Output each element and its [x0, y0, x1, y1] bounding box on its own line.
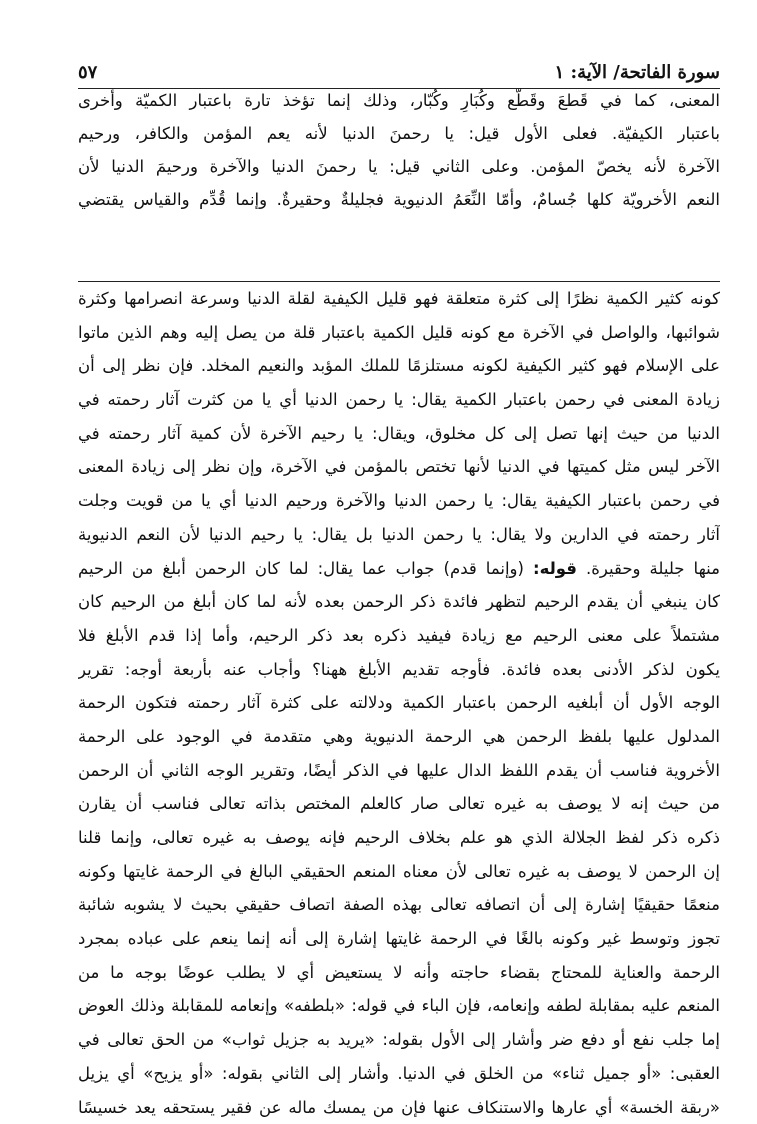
commentary-line: العقبى: «أو جميل ثناء» من الخلق في الدنيا. وأشار إلى الثاني بقوله: «أو يزيح» أي يزيل — [78, 1057, 720, 1091]
running-title: سورة الفاتحة/ الآية: ١ — [555, 62, 720, 83]
commentary-line: إن الرحمن لا يوصف به غيره تعالى لأن معناه المنعم الحقيقي البالغ في الرحمة غايتها وكونه — [78, 855, 720, 889]
commentary-line: ذكره ذكر لفظ الجلالة الذي هو علم بخلاف الرحيم فإنه يوصف به غيره تعالى، وإنما قلنا — [78, 821, 720, 855]
commentary-line: المدلول عليها بلفظ الرحمن هي الرحمة الدنيوية وهي متقدمة في الوجود على الرحمة — [78, 720, 720, 754]
commentary-line: على الإسلام فهو كثير الكيفية لكونه مستلزمًا للملك المؤبد والنعيم المخلد. فإن نظر إلى أن — [78, 349, 720, 383]
commentary-line: الآخر ليس مثل كميتها في الدنيا لأنها تختص بالمؤمن في الآخرة، وإن نظر إلى زيادة المعنى — [78, 450, 720, 484]
main-text-line: الآخرة لأنه يخصّ المؤمن. وعلى الثاني قيل: يا رحمنَ الدنيا والآخرة ورحيمَ الدنيا لأن — [78, 150, 720, 183]
main-text-line: باعتبار الكيفيّة. فعلى الأول قيل: يا رحمنَ الدنيا لأنه يعم المؤمن والكافر، ورحيم — [78, 117, 720, 150]
commentary-text — [78, 282, 720, 1124]
commentary-line: منعمًا حقيقيًا إشارة إلى أن اتصافه تعالى بهذه الصفة اتصاف حقيقي بحيث لا يشوبه شائبة — [78, 888, 720, 922]
commentary-line: مشتملاً على معنى الرحيم مع زيادة فيفيد ذكره بعد ذكر الرحيم، وأما إذا قدم الأبلغ فلا — [78, 619, 720, 653]
commentary-line: إما جلب نفع أو دفع ضر وأشار إلى الأول بقوله: «يريد به جزيل ثواب» من الحق تعالى في — [78, 1023, 720, 1057]
main-text-line: المعنى، كما في قَطعَ وقَطّع وكُبَارِ وكُبّار، وذلك إنما تؤخذ تارة باعتبار الكميّة وأخرى — [78, 84, 720, 117]
page-header — [78, 58, 720, 86]
commentary-line: زيادة المعنى في رحمن باعتبار الكمية يقال: يا رحمن الدنيا أي يا من كثرت آثار رحمته في — [78, 383, 720, 417]
commentary-line: الرحمة والعناية للمحتاج بقضاء حاجته وأنه لا يستعيض أي لا يطلب عوضًا بوجه ما من — [78, 956, 720, 990]
commentary-line: المنعم عليه بمقابلة لطفه وإنعامه، فإن الباء في قوله: «بلطفه» وإنعامه للمقابلة وذلك العوض — [78, 989, 720, 1023]
page-number: ٥٧ — [78, 62, 97, 83]
commentary-line: يكون لذكر الأدنى بعده فائدة. فأوجه تقديم الأبلغ ههنا؟ وأجاب عنه بأربعة أوجه: تقرير — [78, 653, 720, 687]
main-text — [78, 84, 720, 216]
commentary-line: الأخروية فناسب أن يقدم اللفظ الدال عليها في الذكر أيضًا، وتقرير الوجه الثاني أن الرحمن — [78, 754, 720, 788]
commentary-line: الدنيا من حيث إنها تصل إلى كل مخلوق، ويقال: يا رحيم الآخرة لأن كمية آثار رحمته في — [78, 417, 720, 451]
commentary-line: «ربقة الخسة» أي عارها والاستنكاف عنها فإن من يمسك ماله عن فقير يستحقه يعد خسيسًا — [78, 1091, 720, 1124]
main-text-line: النعم الأخرويّة كلها جُسامٌ، وأمّا النِّعَمُ الدنيوية فجليلةٌ وحقيرةٌ. وإنما قُدِّم والقياس يقتضي — [78, 183, 720, 216]
commentary-line: تجوز وتوسط غير وكونه بالغًا في الرحمة غايتها إشارة إلى أنه إنما ينعم على عباده بمجرد — [78, 922, 720, 956]
commentary-line: في رحمن باعتبار الكيفية يقال: يا رحمن الدنيا والآخرة ورحيم الدنيا أي يا من قويت وجلت — [78, 484, 720, 518]
commentary-line: آثار رحمته في الدارين ولا يقال: يا رحمن الدنيا بل يقال: يا رحيم الدنيا لأن النعم الدنيوية — [78, 518, 720, 552]
commentary-line: كان ينبغي أن يقدم الرحيم لتظهر فائدة ذكر الرحمن بعده لأنه لما كان أبلغ من الرحيم كان — [78, 585, 720, 619]
commentary-line: شوائبها، والواصل في الآخرة مع كونه قليل الكمية باعتبار قلة من يصل إليه وهم الذين ماتوا — [78, 316, 720, 350]
commentary-line: منها جليلة وحقيرة. قوله: (وإنما قدم) جواب عما يقال: لما كان الرحمن أبلغ من الرحيم — [78, 552, 720, 586]
commentary-line: الوجه الأول أن أبلغيه الرحمن باعتبار الكمية ودلالته على كثرة آثار رحمته فتكون الرحمة — [78, 686, 720, 720]
quote-marker: قوله: — [533, 559, 577, 578]
commentary-line: من حيث إنه لا يوصف به غيره تعالى صار كالعلم المختص بذاته تعالى فناسب أن يقارن — [78, 787, 720, 821]
commentary-line: كونه كثير الكمية نظرًا إلى كثرة متعلقة فهو قليل الكيفية لقلة الدنيا وسرعة انصرامها وكثرة — [78, 282, 720, 316]
